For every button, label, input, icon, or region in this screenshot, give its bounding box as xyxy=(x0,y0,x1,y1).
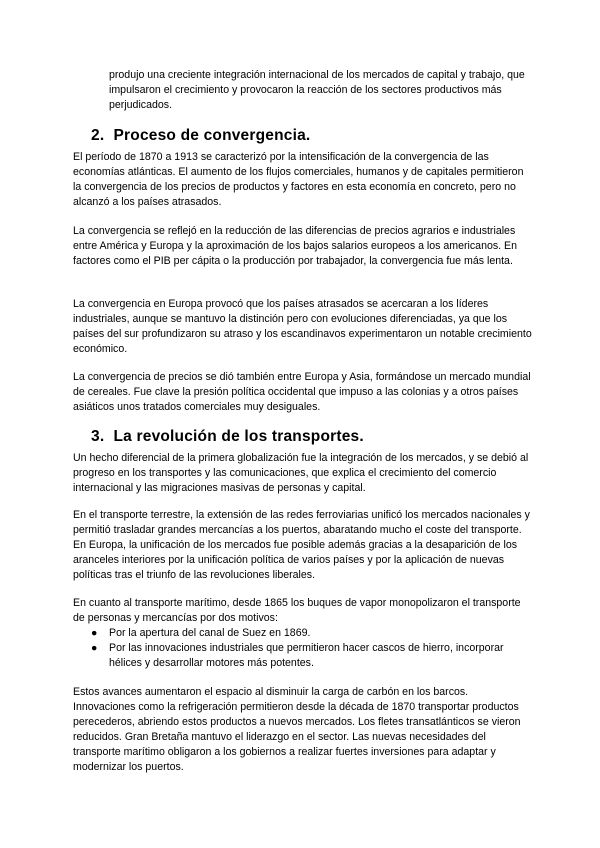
paragraph: Estos avances aumentaron el espacio al disminuir la carga de carbón en los barcos. Innovaciones como la refrigeración permitieron desde la década de 1870 transportar productos perecederos, abriendo estos productos a nuevos mercados. Los fletes transatlánticos se vieron reducidos. Gran Bretaña mantuvo el liderazgo en el sector. Las nuevas necesidades del transporte marítimo obligaron a los gobiernos a realizar fuertes inversiones para adaptar y modernizar los puertos. xyxy=(73,686,521,773)
paragraph: La convergencia se reflejó en la reducción de las diferencias de precios agrarios e industriales entre América y Europa y la aproximación de los bajos salarios europeos a los americanos. En factores como el PIB per cápita o la producción por trabajador, la convergencia fue más lenta. xyxy=(73,225,517,267)
bullet-icon: ● xyxy=(91,642,98,654)
paragraph: Un hecho diferencial de la primera globalización fue la integración de los mercados, y se debió al progreso en los transportes y las comunicaciones, que explica el crecimiento del comercio internacional y las migraciones masivas de personas y capital. xyxy=(73,452,529,494)
paragraph: El período de 1870 a 1913 se caracterizó por la intensificación de la convergencia de las economías atlánticas. El aumento de los flujos comerciales, humanos y de capitales permitieron la convergencia de los precios de productos y factores en esta economía en concreto, pero no alcanzó a los países atrasados. xyxy=(73,151,524,208)
section-3-number: 3. xyxy=(91,428,105,445)
paragraph: En cuanto al transporte marítimo, desde 1865 los buques de vapor monopolizaron el transporte de personas y mercancías por dos motivos: xyxy=(73,597,521,624)
section-2-heading xyxy=(91,126,310,146)
bullet-icon: ● xyxy=(91,627,98,639)
intro-continuation: produjo una creciente integración internacional de los mercados de capital y trabajo, que impulsaron el crecimiento y provocaron la reacción de los sectores productivos más perjudicados. xyxy=(109,69,525,111)
list-item-text: Por las innovaciones industriales que permitieron hacer cascos de hierro, incorporar hélices y desarrollar motores más potentes. xyxy=(109,642,504,669)
paragraph: En el transporte terrestre, la extensión de las redes ferroviarias unificó los mercados nacionales y permitió trasladar grandes mercancías a los puertos, abaratando mucho el coste del transporte. En Europa, la unificación de los mercados fue posible además gracias a la desaparición de los aranceles interiores por la unificación política de varios países y por la aplicación de nuevas políticas tras el triunfo de las revoluciones liberales. xyxy=(73,509,530,581)
bullet-list xyxy=(91,626,533,671)
paragraph: La convergencia de precios se dió también entre Europa y Asia, formándose un mercado mundial de cereales. Fue clave la presión política occidental que impuso a las colonias y a otros países asiáticos unos tratados comerciales muy desiguales. xyxy=(73,371,531,413)
section-3-title: La revolución de los transportes. xyxy=(113,428,364,445)
section-2-number: 2. xyxy=(91,127,105,144)
list-item xyxy=(91,641,533,671)
list-item xyxy=(91,626,533,641)
paragraph: La convergencia en Europa provocó que los países atrasados se acercaran a los líderes industriales, aunque se mantuvo la distinción pero con evoluciones diferenciadas, ya que los países del sur profundizaron su atraso y los escandinavos experimentaron un notable crecimiento económico. xyxy=(73,298,532,355)
list-item-text: Por la apertura del canal de Suez en 1869. xyxy=(109,627,311,639)
section-3-heading xyxy=(91,427,364,447)
section-2-title: Proceso de convergencia. xyxy=(113,127,311,144)
